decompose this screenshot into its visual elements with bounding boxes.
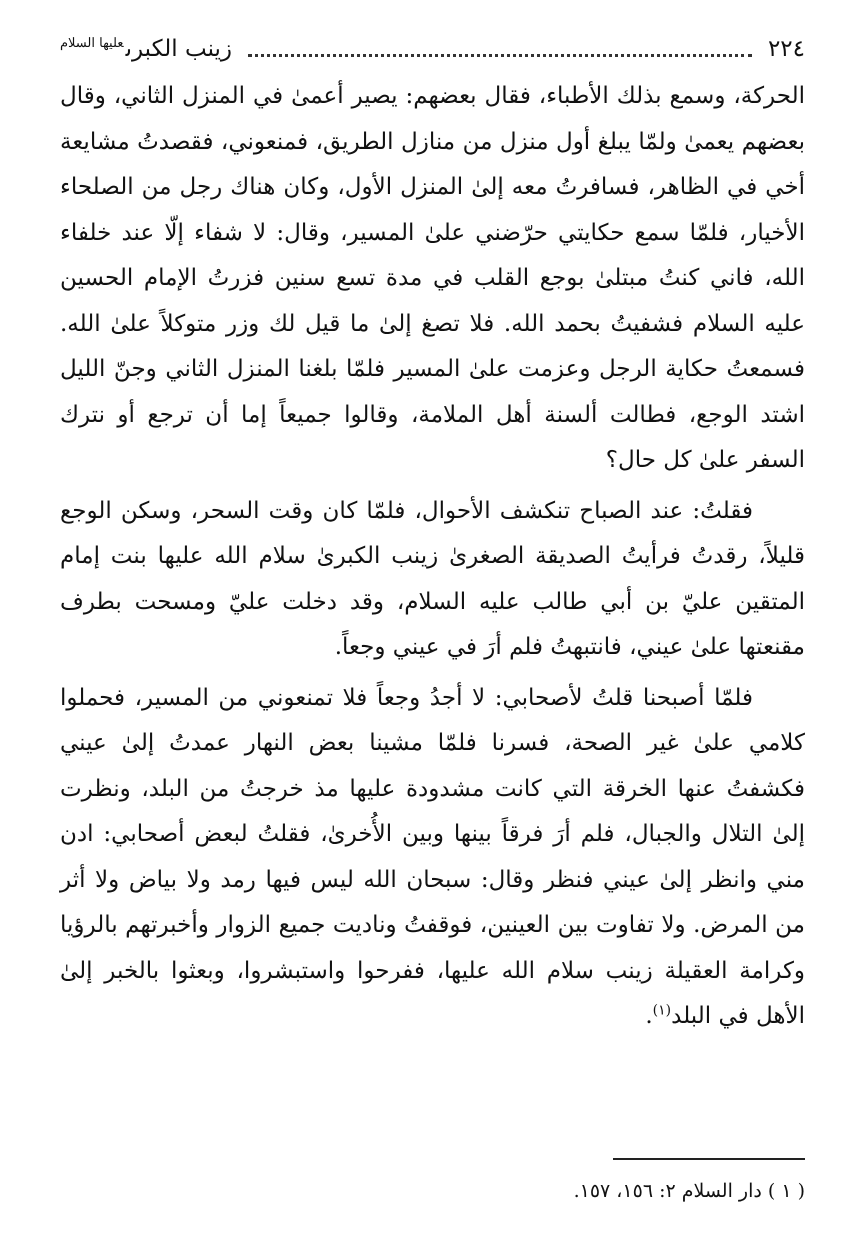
paragraph-3-text: فلمّا أصبحنا قلتُ لأصحابي: لا أجدُ وجعاً فلا تمنعوني من المسير، فحملوا كلامي علىٰ غير الصحة، فسرنا فلمّا مشينا بعض النهار عمدتُ إلىٰ عيني فكشفتُ عنها الخرقة التي كانت مشدودة عليها مذ خرجتُ من البلد، ونظرت إلىٰ التلال والجبال، فلم أرَ فرقاً بينها وبين الأُخرىٰ، فقلتُ لبعض أصحابي: ادن مني وانظر إلىٰ عيني فنظر وقال: سبحان الله ليس فيها رمد ولا بياض ولا أثر من المرض. ولا تفاوت بين العينين، فوقفتُ وناديت جميع الزوار وأخبرتهم بالرؤيا وكرامة العقيلة زينب سلام الله عليها، ففرحوا واستبشروا، وبعثوا بالخبر إلىٰ الأهل في البلد <box>60 684 805 1029</box>
footnote-separator <box>613 1158 805 1160</box>
running-title <box>60 36 232 62</box>
header-dotted-leader <box>248 54 752 57</box>
running-title-text: زينب الكبرى <box>125 36 233 62</box>
paragraph-2: فقلتُ: عند الصباح تنكشف الأحوال، فلمّا كان وقت السحر، وسكن الوجع قليلاً، رقدتُ فرأيتُ الصديقة الصغرىٰ زينب الكبرىٰ سلام الله عليها بنت إمام المتقين عليّ بن أبي طالب عليه السلام، وقد دخلت عليّ ومسحت بطرف مقنعتها علىٰ عيني، فانتبهتُ فلم أرَ في عيني وجعاً. <box>60 497 805 660</box>
paragraph-1: الحركة، وسمع بذلك الأطباء، فقال بعضهم: يصير أعمىٰ في المنزل الثاني، وقال بعضهم يعمىٰ ولمّا يبلغ أول منزل من منازل الطريق، فمنعوني، فقصدتُ مشايعة أخي في الظاهر، فسافرتُ معه إلىٰ المنزل الأول، وكان هناك رجل من الصلحاء الأخيار، فلمّا سمع حكايتي حرّضني علىٰ المسير، وقال: لا شفاء إلّا عند خلفاء الله، فاني كنتُ مبتلىٰ بوجع القلب في مدة تسع سنين فزرتُ الإمام الحسين عليه السلام فشفيتُ بحمد الله. فلا تصغ إلىٰ ما قيل لك وزر متوكلاً علىٰ الله. فسمعتُ حكاية الرجل وعزمت علىٰ المسير فلمّا بلغنا المنزل الثاني وجنّ الليل اشتد الوجع، فطالت ألسنة أهل الملامة، وقالوا جميعاً إما أن ترجع أو نترك السفر علىٰ كل حال؟ <box>60 83 805 473</box>
footnote-reference[interactable]: (١) <box>652 1002 672 1019</box>
paragraph-3-end: . <box>645 1003 653 1029</box>
page-number: ٢٢٤ <box>767 36 805 62</box>
honorific-mark: عليها السلام <box>60 36 124 52</box>
main-text <box>60 74 805 1040</box>
page-header <box>60 32 805 66</box>
paragraph-3 <box>60 676 805 1040</box>
footnote: ( ١ ) دار السلام ٢: ١٥٦، ١٥٧. <box>573 1180 805 1202</box>
